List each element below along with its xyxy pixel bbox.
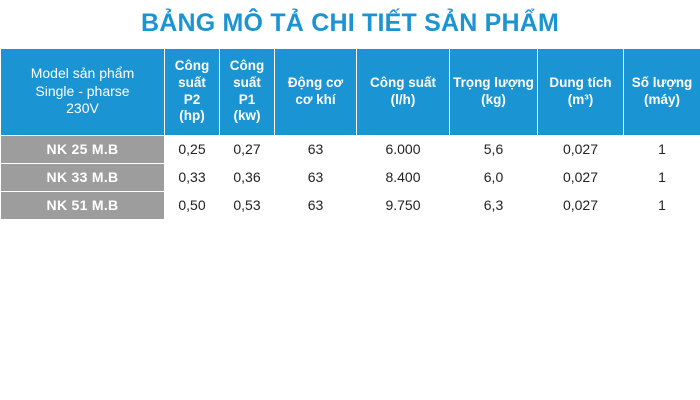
cell-p1: 0,27 [220,135,275,163]
column-header-p1-line-4: (kw) [233,108,261,124]
column-header-flow-line-2: (l/h) [390,91,416,107]
column-header-volume-line-2: (m³) [567,91,594,107]
cell-flow: 8.400 [357,163,450,191]
column-header-model-line-1: Model sản phẩm [30,65,135,82]
cell-flow: 9.750 [357,191,450,219]
cell-weight: 6,3 [450,191,538,219]
cell-weight: 6,0 [450,163,538,191]
column-header-p1-line-2: suất [233,74,261,90]
column-header-model [1,48,165,135]
cell-p2: 0,33 [165,163,220,191]
cell-p1: 0,36 [220,163,275,191]
cell-weight: 5,6 [450,135,538,163]
column-header-qty [624,48,700,135]
cell-model: NK 51 M.B [1,191,165,219]
cell-motor: 63 [275,163,357,191]
cell-model: NK 25 M.B [1,135,165,163]
column-header-p2-line-2: suất [178,74,206,90]
column-header-flow [357,48,450,135]
column-header-p2-line-3: P2 [183,91,201,107]
cell-qty: 1 [624,135,700,163]
cell-volume: 0,027 [538,135,624,163]
column-header-p2-line-1: Công [174,57,210,73]
column-header-weight-line-1: Trọng lượng [453,74,534,90]
cell-flow: 6.000 [357,135,450,163]
cell-volume: 0,027 [538,191,624,219]
column-header-motor-line-1: Động cơ [287,74,344,90]
column-header-volume [538,48,624,135]
column-header-p1 [220,48,275,135]
cell-p2: 0,25 [165,135,220,163]
table-header-row [1,48,700,135]
column-header-p1-line-3: P1 [238,91,256,107]
column-header-flow-line-1: Công suất [370,74,436,90]
column-header-weight-line-2: (kg) [481,91,506,107]
cell-qty: 1 [624,163,700,191]
cell-qty: 1 [624,191,700,219]
cell-volume: 0,027 [538,163,624,191]
column-header-p1-line-1: Công [229,57,265,73]
cell-p1: 0,53 [220,191,275,219]
cell-model: NK 33 M.B [1,163,165,191]
column-header-qty-line-1: Số lượng [631,74,693,90]
table-header [1,48,700,135]
column-header-qty-line-2: (máy) [643,91,680,107]
table-row [1,163,700,191]
table-row [1,135,700,163]
column-header-model-line-3: 230V [66,100,99,117]
cell-motor: 63 [275,191,357,219]
page-title: BẢNG MÔ TẢ CHI TIẾT SẢN PHẨM [140,9,560,37]
column-header-motor [275,48,357,135]
table-row [1,191,700,219]
column-header-weight [450,48,538,135]
column-header-p2 [165,48,220,135]
column-header-p2-line-4: (hp) [179,108,205,124]
cell-motor: 63 [275,135,357,163]
cell-p2: 0,50 [165,191,220,219]
column-header-model-line-2: Single - pharse [35,82,130,99]
product-spec-table [0,48,700,220]
column-header-volume-line-1: Dung tích [549,74,612,90]
table-body [1,135,700,219]
column-header-motor-line-2: cơ khí [295,91,336,107]
